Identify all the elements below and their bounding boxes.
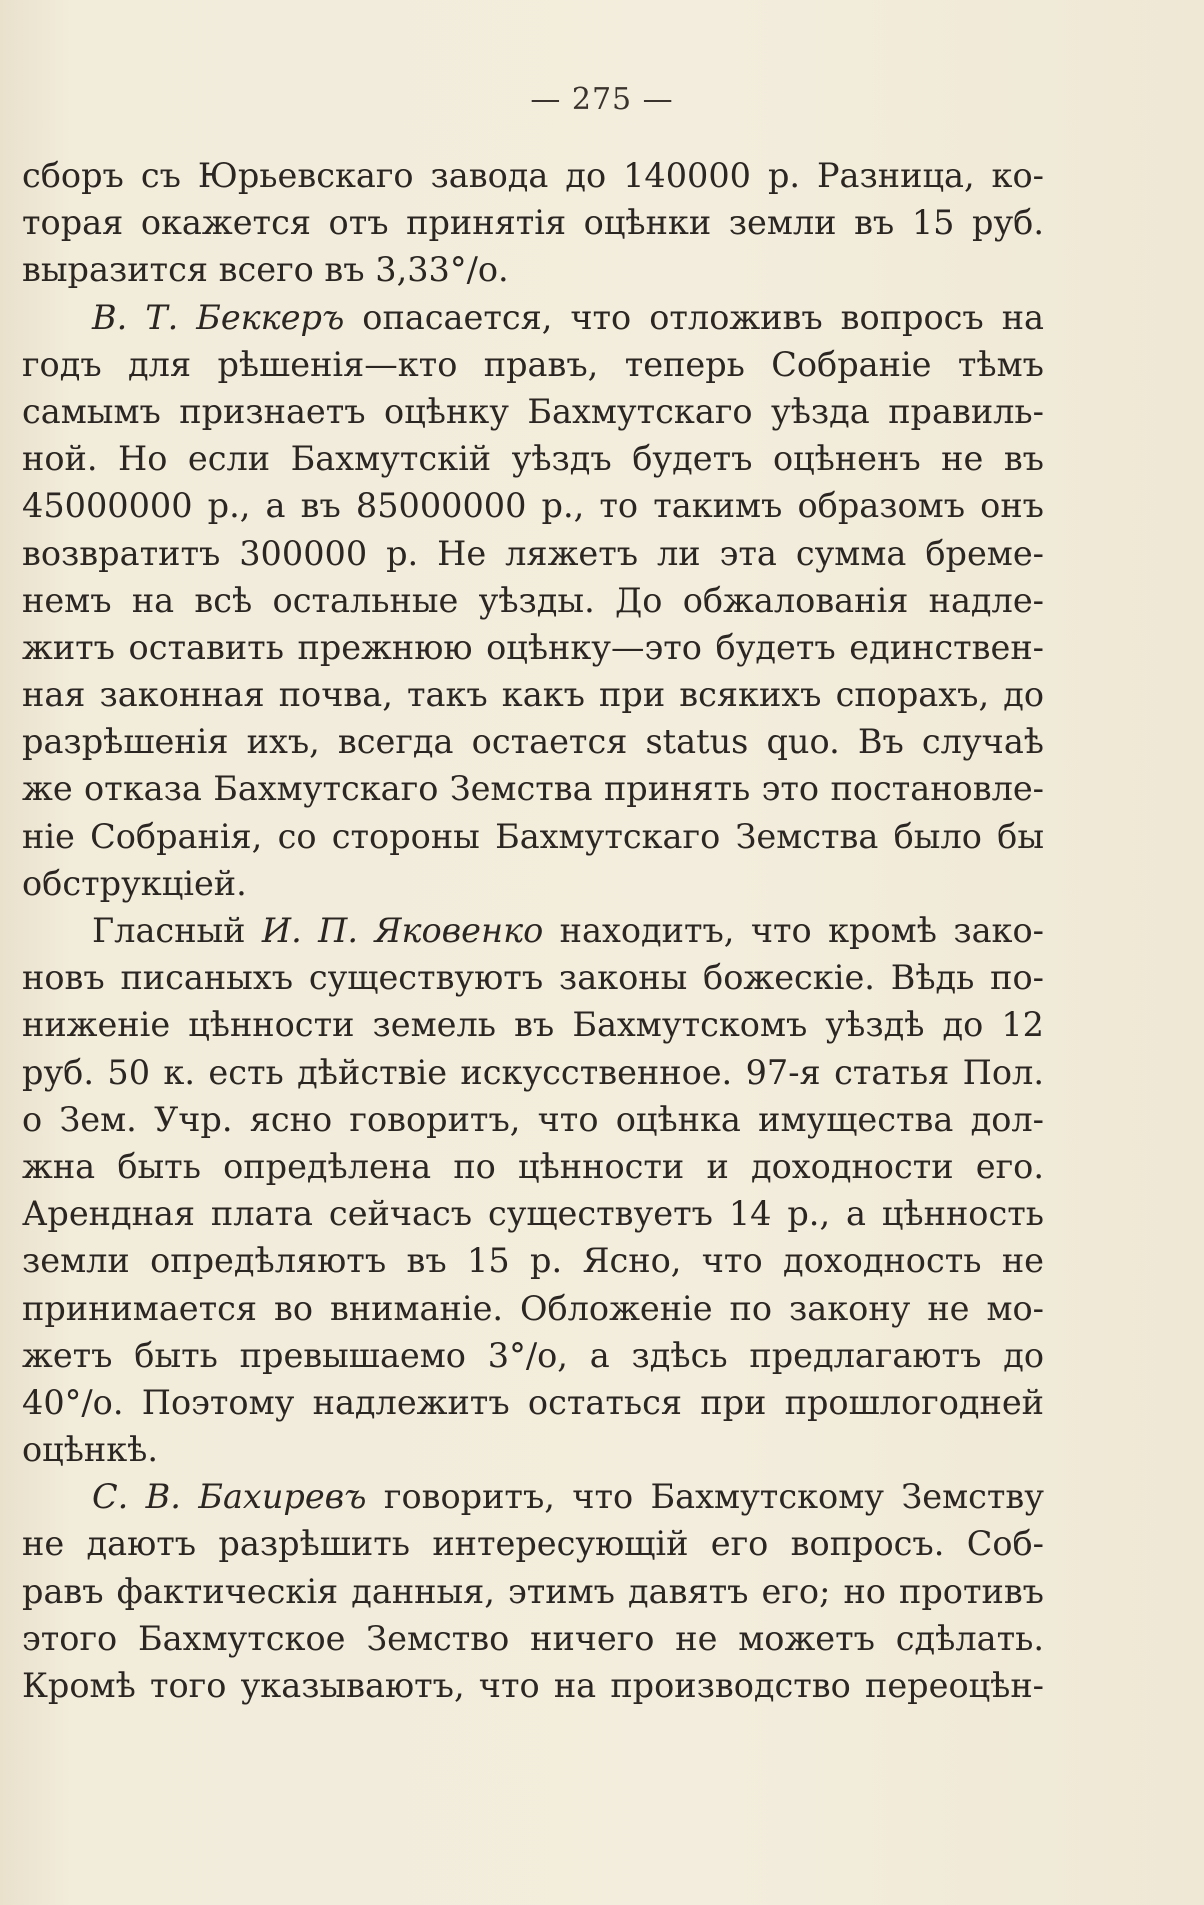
text-line: [22, 482, 1044, 529]
text-run: сборъ съ Юрьевскаго завода до 140000 р. Разница, ко-: [22, 156, 1044, 195]
text-run: годъ для рѣшенія—кто правъ, теперь Собраніе тѣмъ: [22, 344, 1044, 384]
text-line: [22, 388, 1044, 435]
text-line: [22, 1285, 1044, 1332]
text-run: разрѣшенія ихъ, всегда остается status quo. Въ случаѣ: [22, 722, 1044, 762]
text-line: [22, 577, 1044, 624]
text-line: [22, 435, 1044, 482]
text-run: оцѣнкѣ.: [22, 1430, 159, 1470]
text-run: ниженіе цѣнности земель въ Бахмутскомъ уѣздѣ до 12: [22, 1005, 1044, 1045]
text-run: Кромѣ того указываютъ, что на производство переоцѣн-: [22, 1666, 1044, 1705]
text-run: торая окажется отъ принятія оцѣнки земли въ 15 руб.: [22, 203, 1044, 243]
text-run: немъ на всѣ остальные уѣзды. До обжалованія надле-: [22, 580, 1044, 620]
text-line: [22, 907, 1044, 954]
text-run: 45000000 р., а въ 85000000 р., то такимъ образомъ онъ: [22, 486, 1044, 526]
text-run: находитъ, что кромѣ зако-: [543, 911, 1044, 950]
text-line: [22, 671, 1044, 718]
text-line: [22, 246, 1044, 293]
text-line: [22, 1662, 1044, 1709]
text-line: [22, 530, 1044, 577]
text-run: земли опредѣляютъ въ 15 р. Ясно, что доходность не: [22, 1241, 1044, 1281]
text-run: не даютъ разрѣшить интересующій его вопросъ. Соб-: [22, 1524, 1044, 1564]
text-line: [22, 294, 1044, 341]
text-line: [22, 860, 1044, 907]
text-run: новъ писаныхъ существуютъ законы божескіе. Вѣдь по-: [22, 958, 1044, 998]
text-line: [22, 199, 1044, 246]
text-line: [22, 624, 1044, 671]
text-run: Арендная плата сейчасъ существуетъ 14 р., а цѣнность: [22, 1194, 1044, 1234]
text-line: [22, 1096, 1044, 1143]
text-line: [22, 1237, 1044, 1284]
text-run: жна быть опредѣлена по цѣнности и доходности его.: [22, 1146, 1044, 1186]
text-run: говоритъ, что Бахмутскому Земству: [366, 1477, 1044, 1517]
text-run: же отказа Бахмутскаго Земства принять это постановле-: [22, 769, 1044, 809]
text-line: [22, 718, 1044, 765]
text-run: самымъ признаетъ оцѣнку Бахмутскаго уѣзда правиль-: [22, 391, 1044, 431]
text-run: жетъ быть превышаемо 3°/о, а здѣсь предлагаютъ до: [22, 1335, 1044, 1375]
text-line: [22, 954, 1044, 1001]
text-line: [22, 1426, 1044, 1473]
text-line: [22, 1001, 1044, 1048]
text-line: [22, 1190, 1044, 1237]
text-line: [22, 1615, 1044, 1662]
text-run: 40°/о. Поэтому надлежитъ остаться при прошлогодней: [22, 1382, 1044, 1422]
text-line: [22, 765, 1044, 812]
text-line: [22, 1568, 1044, 1615]
text-run: ной. Но если Бахмутскій уѣздъ будетъ оцѣненъ не въ: [22, 439, 1044, 479]
text-run: возвратитъ 300000 р. Не ляжетъ ли эта сумма бреме-: [22, 533, 1044, 573]
text-line: [22, 1332, 1044, 1379]
text-run: Гласный: [92, 911, 262, 950]
speaker-name: С. В. Бахиревъ: [92, 1477, 367, 1517]
text-line: [22, 1379, 1044, 1426]
text-line: [22, 341, 1044, 388]
text-run: опасается, что отложивъ вопросъ на: [344, 297, 1044, 337]
text-run: равъ фактическія данныя, этимъ давятъ его; но противъ: [22, 1571, 1044, 1611]
text-line: [22, 1143, 1044, 1190]
speaker-name: И. П. Яковенко: [261, 911, 544, 950]
page-number: — 275 —: [530, 82, 674, 117]
text-run: о Зем. Учр. ясно говоритъ, что оцѣнка имущества дол-: [22, 1099, 1044, 1139]
body-text: [22, 152, 1044, 1709]
text-run: этого Бахмутское Земство ничего не можетъ сдѣлать.: [22, 1618, 1044, 1658]
text-line: [22, 1520, 1044, 1567]
text-run: выразится всего въ 3,33°/о.: [22, 250, 509, 290]
text-run: ная законная почва, такъ какъ при всякихъ спорахъ, до: [22, 675, 1044, 715]
text-run: руб. 50 к. есть дѣйствіе искусственное. 97-я статья Пол.: [22, 1052, 1044, 1092]
speaker-name: В. Т. Беккеръ: [92, 297, 345, 337]
text-line: [22, 1473, 1044, 1520]
text-run: принимается во вниманіе. Обложеніе по закону не мо-: [22, 1288, 1044, 1328]
text-run: житъ оставить прежнюю оцѣнку—это будетъ единствен-: [22, 627, 1044, 667]
text-run: ніе Собранія, со стороны Бахмутскаго Земства было бы: [22, 816, 1044, 856]
text-line: [22, 152, 1044, 199]
text-line: [22, 1049, 1044, 1096]
text-line: [22, 813, 1044, 860]
text-run: обструкціей.: [22, 863, 247, 903]
